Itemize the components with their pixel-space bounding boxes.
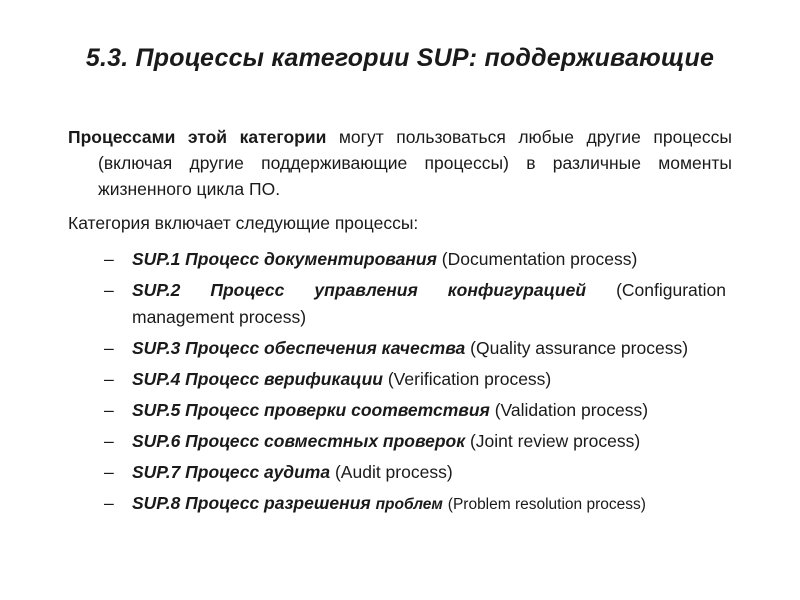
process-english: (Audit process) bbox=[334, 462, 453, 482]
process-name: SUP.3 Процесс обеспечения качества bbox=[132, 338, 466, 358]
dash-bullet: – bbox=[104, 280, 114, 300]
intro-paragraph bbox=[68, 124, 732, 202]
slide-title: 5.3. Процессы категории SUP: поддерживающие bbox=[85, 44, 715, 72]
process-english: (Configuration management process) bbox=[132, 280, 726, 327]
dash-bullet: – bbox=[104, 400, 114, 420]
intro-rest: могут пользоваться любые другие процессы (включая другие поддерживающие процессы) в различные моменты жизненного цикла ПО. bbox=[98, 127, 732, 199]
dash-bullet: – bbox=[104, 338, 114, 358]
process-english: (Joint review process) bbox=[469, 431, 641, 451]
dash-bullet: – bbox=[104, 369, 114, 389]
list-item bbox=[104, 490, 726, 518]
dash-bullet: – bbox=[104, 431, 114, 451]
list-item bbox=[104, 277, 726, 331]
list-item bbox=[104, 459, 726, 486]
process-name-small: проблем bbox=[375, 496, 443, 513]
process-english: (Documentation process) bbox=[441, 249, 638, 269]
intro-text bbox=[68, 124, 732, 202]
dash-bullet: – bbox=[104, 249, 114, 269]
process-name: SUP.6 Процесс совместных проверок bbox=[132, 431, 466, 451]
process-name: SUP.8 Процесс разрешения bbox=[132, 493, 371, 513]
list-item bbox=[104, 366, 726, 393]
dash-bullet: – bbox=[104, 462, 114, 482]
list-item bbox=[104, 246, 726, 273]
process-name: SUP.5 Процесс проверки соответствия bbox=[132, 400, 490, 420]
process-english: (Verification process) bbox=[387, 369, 552, 389]
process-english: (Validation process) bbox=[494, 400, 649, 420]
process-list bbox=[104, 246, 726, 522]
process-name: SUP.1 Процесс документирования bbox=[132, 249, 437, 269]
dash-bullet: – bbox=[104, 493, 114, 513]
process-name: SUP.2 Процесс управления конфигурацией bbox=[132, 280, 587, 300]
process-english: (Quality assurance process) bbox=[470, 338, 689, 358]
process-name: SUP.7 Процесс аудита bbox=[132, 462, 331, 482]
process-english: (Problem resolution process) bbox=[447, 496, 646, 513]
list-item bbox=[104, 397, 726, 424]
list-item bbox=[104, 335, 726, 362]
intro-lead: Процессами этой категории bbox=[68, 127, 327, 147]
process-name: SUP.4 Процесс верификации bbox=[132, 369, 383, 389]
category-intro: Категория включает следующие процессы: bbox=[68, 213, 419, 233]
list-item bbox=[104, 428, 726, 455]
